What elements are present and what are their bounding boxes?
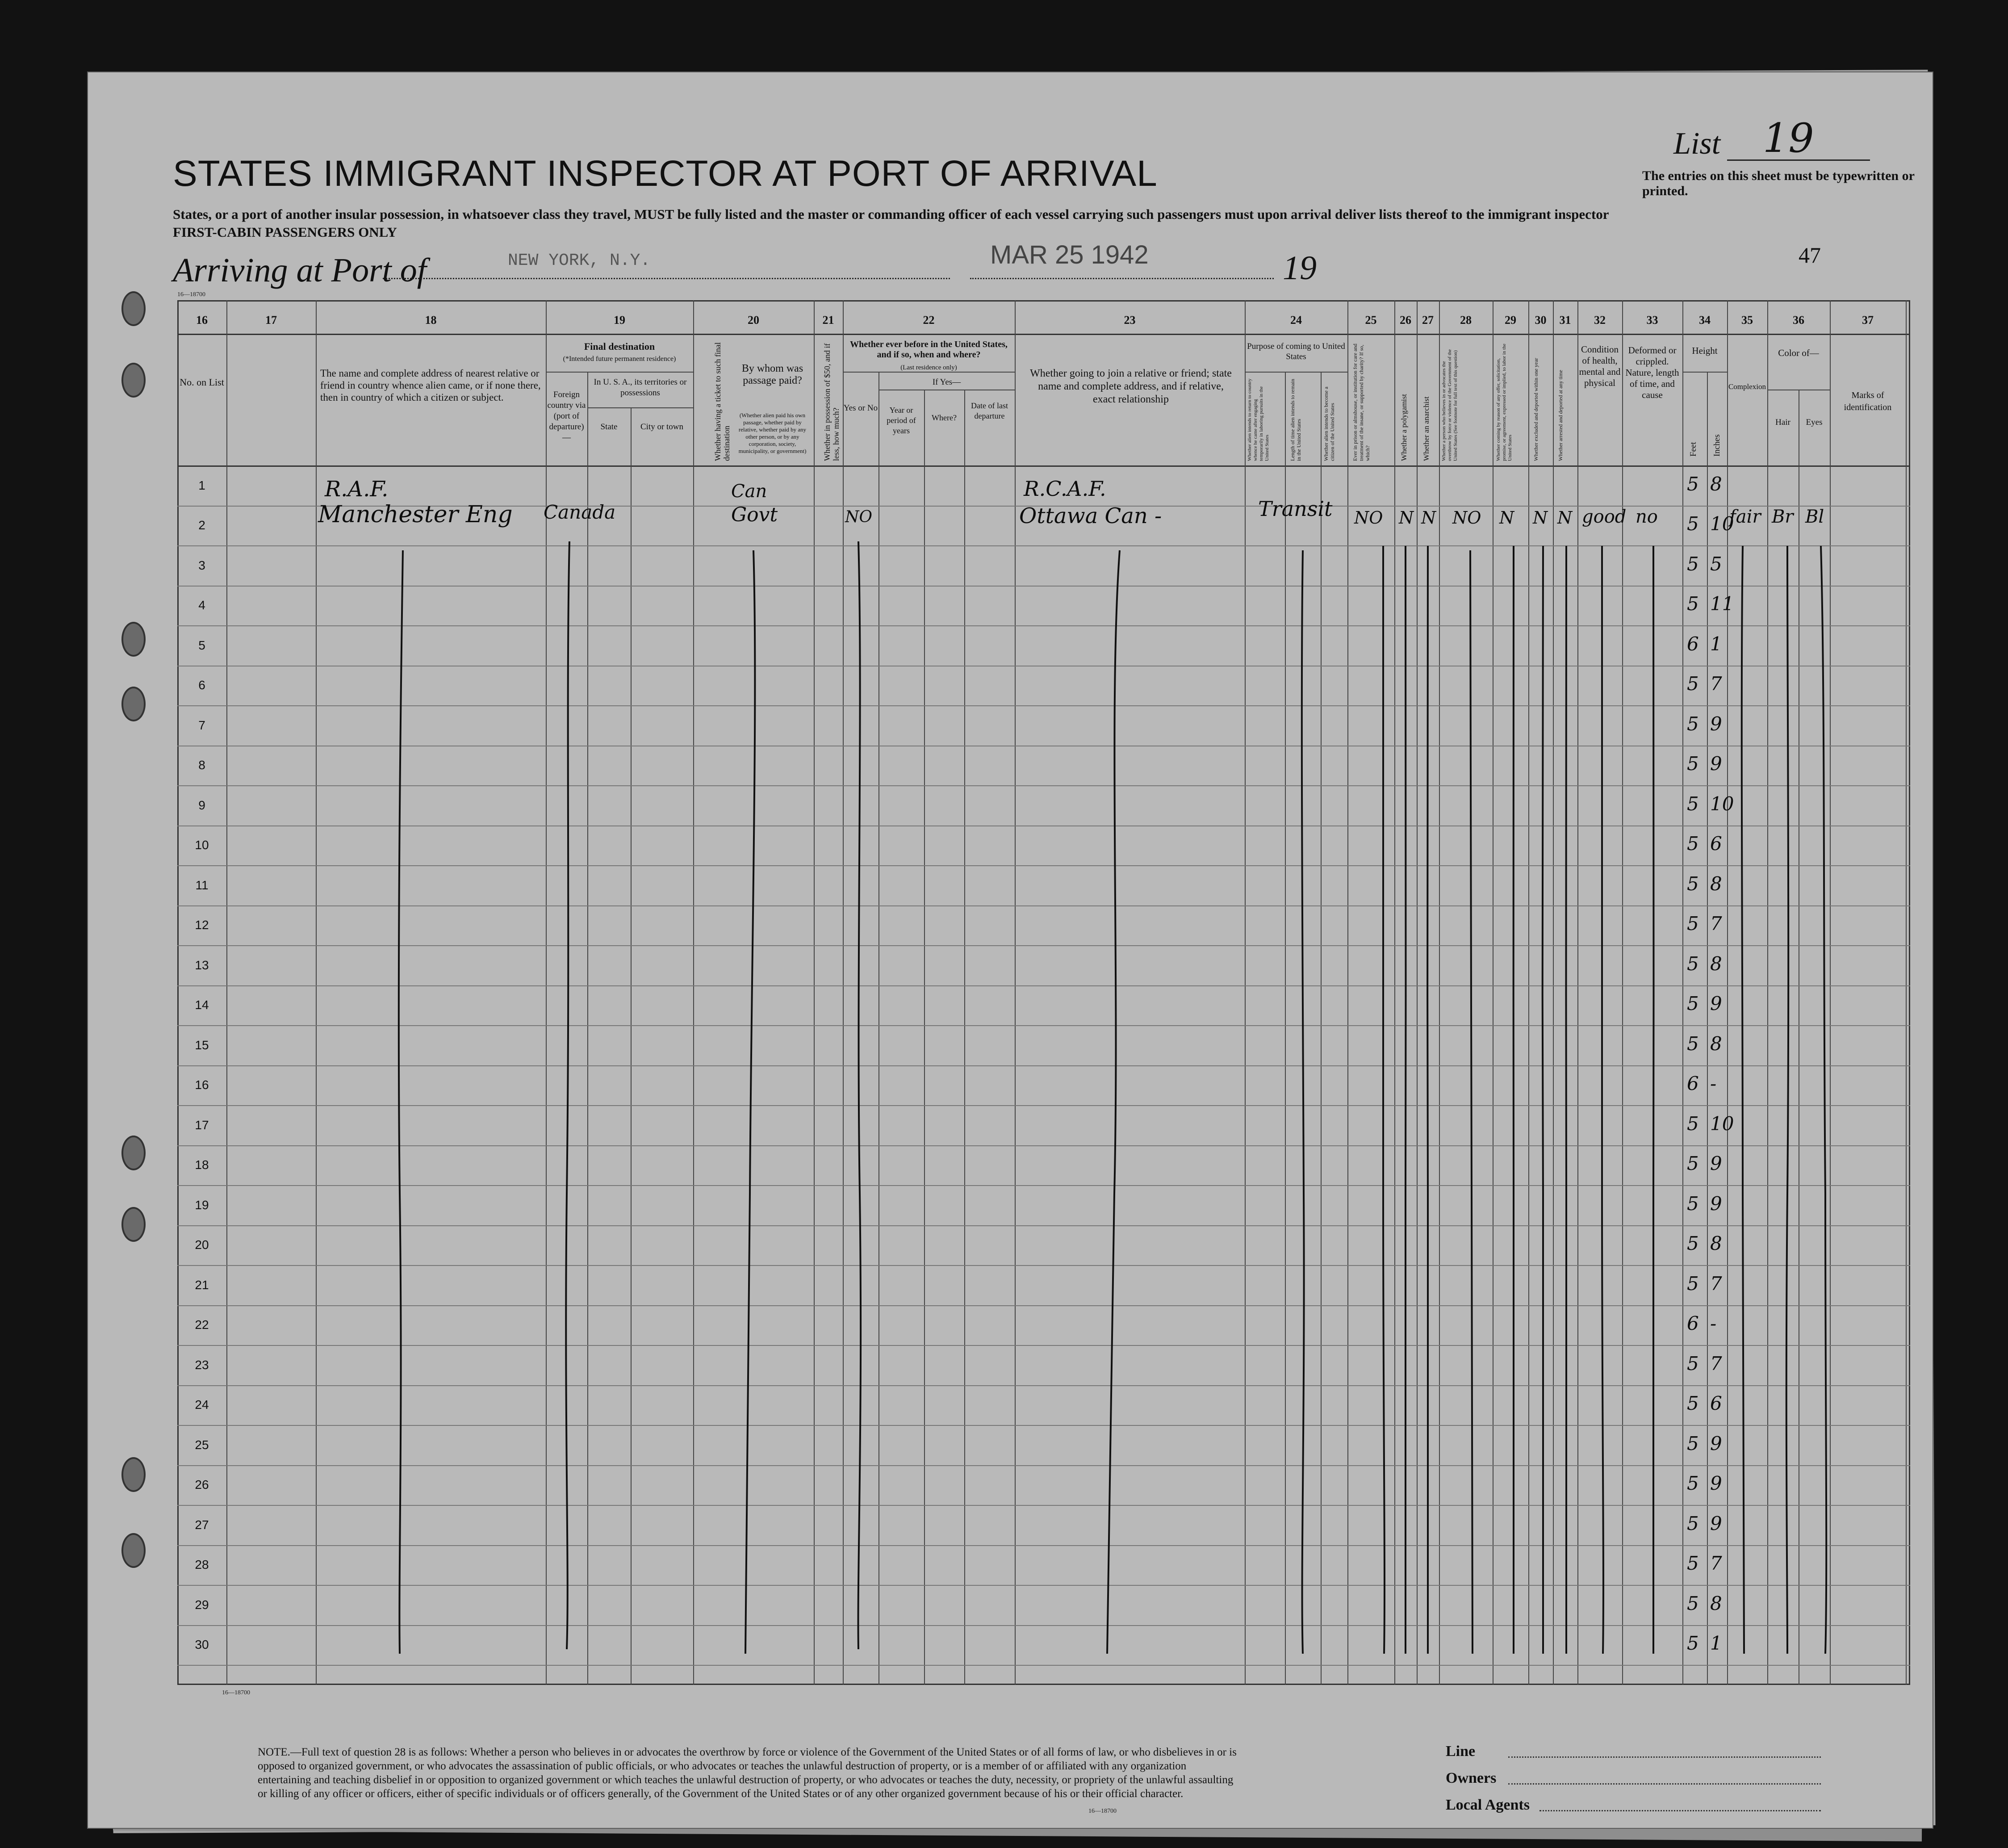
- column-number: 31: [1559, 314, 1571, 327]
- height-feet: 5: [1687, 952, 1699, 975]
- row-number: 2: [198, 518, 205, 532]
- row-number: 16: [195, 1078, 209, 1092]
- height-inches: 8: [1710, 1592, 1722, 1614]
- port-line: [383, 278, 950, 279]
- column-number: 30: [1535, 314, 1547, 327]
- line-underline: [1508, 1756, 1821, 1758]
- row-number: 12: [195, 918, 209, 932]
- hdr-no-on-list: No. on List: [180, 377, 224, 388]
- row-number: 29: [195, 1597, 209, 1612]
- row-number: 19: [195, 1198, 209, 1212]
- height-inches: 9: [1710, 1152, 1722, 1175]
- height-inches: 6: [1710, 1392, 1722, 1415]
- row-number: 30: [195, 1638, 209, 1652]
- list-label: List: [1673, 126, 1721, 161]
- binder-hole: [121, 1207, 146, 1242]
- height-inches: 9: [1710, 1432, 1722, 1454]
- hdr-last-departure: Date of last departure: [971, 401, 1008, 420]
- hdr-marks: Marks of identification: [1844, 390, 1892, 412]
- row-number: 10: [195, 838, 209, 852]
- column-number: 16: [196, 314, 208, 327]
- hdr-in-usa: In U. S. A., its territories or possessions: [594, 377, 687, 398]
- height-feet: 5: [1687, 872, 1699, 895]
- column-number: 26: [1400, 314, 1411, 327]
- hdr-where: Where?: [932, 413, 957, 422]
- height-inches: 7: [1710, 1352, 1722, 1374]
- port-stamp: NEW YORK, N.Y.: [508, 251, 651, 270]
- hdr-state: State: [600, 422, 618, 432]
- row1-relative-org: R.A.F.: [325, 477, 389, 502]
- column-number: 36: [1793, 314, 1804, 327]
- row-number: 13: [195, 958, 209, 972]
- row1-joining-address: Ottawa Can -: [1019, 503, 1162, 528]
- height-feet: 5: [1687, 1512, 1699, 1534]
- arriving-label: Arriving at Port of: [173, 251, 427, 289]
- binder-hole: [121, 1533, 146, 1568]
- height-feet: 6: [1687, 633, 1699, 655]
- height-inches: 11: [1710, 593, 1734, 615]
- height-feet: 5: [1687, 792, 1699, 815]
- column-number: 22: [923, 314, 935, 327]
- hdr-labor-offer: Whether coming by reason of any offer, solicitation, promise, or agreement, expressed or implied, to labor in the United States: [1496, 344, 1513, 461]
- row-number: 27: [195, 1517, 209, 1532]
- height-feet: 5: [1687, 993, 1699, 1015]
- ditto-marks: [177, 300, 1910, 1685]
- agents-label: Local Agents: [1446, 1797, 1530, 1813]
- height-inches: 8: [1710, 473, 1722, 495]
- row1-purpose: Transit: [1258, 497, 1333, 521]
- row-number: 1: [198, 478, 205, 492]
- row-number: 23: [195, 1358, 209, 1372]
- hdr-purpose-citizen: Whether alien intends to become a citizen of the United States: [1323, 386, 1335, 461]
- height-feet: 5: [1687, 1632, 1699, 1655]
- owners-field: [1446, 1770, 1496, 1787]
- height-inches: 9: [1710, 993, 1722, 1015]
- row1-overthrow: NO: [1452, 508, 1481, 528]
- hdr-color-of: Color of—: [1778, 348, 1819, 358]
- row-number: 25: [195, 1437, 209, 1452]
- height-inches: 9: [1710, 753, 1722, 775]
- year-prefix: 19: [1283, 249, 1317, 287]
- column-number: 35: [1741, 314, 1753, 327]
- height-feet: 5: [1687, 1592, 1699, 1614]
- manifest-sheet: [87, 71, 1933, 1829]
- hdr-feet: Feet: [1689, 442, 1698, 457]
- binder-hole: [121, 1457, 146, 1492]
- row-number: 24: [195, 1398, 209, 1412]
- hdr-ticket: Whether having a ticket to such final destination: [713, 342, 731, 461]
- passenger-class-text: FIRST-CABIN PASSENGERS ONLY: [173, 224, 397, 240]
- row-number: 5: [198, 638, 205, 652]
- height-inches: 10: [1710, 1112, 1734, 1135]
- row1-labor: N: [1499, 508, 1514, 528]
- height-feet: 5: [1687, 1392, 1699, 1415]
- column-number: 37: [1862, 314, 1874, 327]
- column-number: 27: [1422, 314, 1434, 327]
- form-code-bottom: 16—18700: [1088, 1808, 1117, 1814]
- height-inches: 9: [1710, 1472, 1722, 1495]
- row1-passage-paid-by: Can: [731, 481, 767, 502]
- height-inches: 8: [1710, 952, 1722, 975]
- row1-anarchist: N: [1421, 508, 1436, 528]
- hdr-complexion: Complexion: [1728, 382, 1766, 391]
- date-stamp: MAR 25 1942: [990, 240, 1149, 269]
- height-inches: 7: [1710, 913, 1722, 935]
- height-inches: 7: [1710, 1552, 1722, 1575]
- row-number: 26: [195, 1478, 209, 1492]
- hdr-before-note: (Last residence only): [900, 364, 957, 371]
- column-number: 28: [1460, 314, 1472, 327]
- hdr-hair: Hair: [1775, 418, 1790, 427]
- height-inches: -: [1710, 1312, 1717, 1335]
- hdr-passage-note: (Whether alien paid his own passage, whether paid by relative, whether paid by any other person, or by any corporation, society, municipality, or government): [738, 412, 807, 454]
- row-number: 9: [198, 798, 205, 812]
- height-inches: -: [1710, 1073, 1717, 1095]
- height-feet: 6: [1687, 1312, 1699, 1335]
- hdr-inches: Inches: [1712, 434, 1722, 457]
- height-feet: 5: [1687, 1472, 1699, 1495]
- height-inches: 10: [1710, 513, 1734, 535]
- hdr-foreign-country: Foreign country via (port of departure)—: [547, 390, 586, 442]
- manifest-table: [177, 300, 1910, 1685]
- hdr-deformed: Deformed or crippled. Nature, length of time, and cause: [1625, 345, 1679, 400]
- height-feet: 5: [1687, 712, 1699, 735]
- height-inches: 10: [1710, 792, 1734, 815]
- hdr-final-destination: Final destination: [584, 341, 655, 352]
- hdr-fifty-dollars: Whether in possession of $50, and if less, how much?: [823, 343, 841, 461]
- row-number: 17: [195, 1118, 209, 1132]
- height-inches: 5: [1710, 553, 1722, 575]
- hdr-purpose-length: Length of time alien intends to remain in the United States: [1289, 379, 1302, 461]
- row1-prison: NO: [1354, 508, 1383, 528]
- row1-passage-paid-govt: Govt: [731, 503, 778, 526]
- row-number: 11: [195, 878, 209, 892]
- hdr-before-in-us: Whether ever before in the United States, and if so, when and where?: [850, 339, 1008, 360]
- column-number: 17: [265, 314, 277, 327]
- height-feet: 5: [1687, 1192, 1699, 1215]
- hdr-year-period: Year or period of years: [887, 406, 916, 435]
- height-feet: 5: [1687, 473, 1699, 495]
- height-inches: 9: [1710, 1512, 1722, 1534]
- hdr-purpose: Purpose of coming to United States: [1247, 342, 1345, 361]
- hdr-health: Condition of health, mental and physical: [1579, 344, 1621, 388]
- height-feet: 6: [1687, 1073, 1699, 1095]
- row1-foreign-country: Canada: [544, 501, 616, 523]
- row-number: 14: [195, 998, 209, 1012]
- hdr-relative: The name and complete address of nearest relative or friend in country whence alien came, or if none there, then in country of which a citizen or subject.: [320, 368, 541, 403]
- row1-eyes: Bl: [1805, 507, 1824, 527]
- hdr-joining: Whether going to join a relative or friend; state name and complete address, and if relative, exact relationship: [1030, 368, 1232, 405]
- hdr-if-yes: If Yes—: [932, 377, 961, 387]
- height-feet: 5: [1687, 513, 1699, 535]
- height-inches: 9: [1710, 1192, 1722, 1215]
- column-number: 23: [1124, 314, 1136, 327]
- height-feet: 5: [1687, 913, 1699, 935]
- column-number: 18: [425, 314, 437, 327]
- form-code-mid: 16—18700: [222, 1689, 250, 1696]
- row1-health: good: [1582, 507, 1627, 527]
- height-feet: 5: [1687, 1432, 1699, 1454]
- binder-hole: [121, 291, 146, 326]
- row-number: 18: [195, 1158, 209, 1172]
- height-feet: 5: [1687, 1232, 1699, 1255]
- height-inches: 1: [1710, 633, 1722, 655]
- height-feet: 5: [1687, 1112, 1699, 1135]
- height-feet: 5: [1687, 553, 1699, 575]
- row1-complexion: fair: [1729, 507, 1761, 527]
- hdr-city: City or town: [640, 422, 684, 432]
- agents-field: [1446, 1797, 1530, 1814]
- row-number: 15: [195, 1038, 209, 1052]
- hdr-eyes: Eyes: [1806, 418, 1823, 427]
- column-number: 24: [1290, 314, 1302, 327]
- question-28-footnote: NOTE.—Full text of question 28 is as follows: Whether a person who believes in or advocates the overthrow by force or violence of the Government of the United States or of all forms of law, or who disbelieves in or is opposed to organized government, or who advocates the assassination of public officials, or who advocates or teaches the unlawful destruction of property, or is a member of or affiliated with any organization entertaining and teaching disbelief in or opposition to organized government or which teaches the unlawful destruction of property, or who advocates or teaches the duty, necessity, or propriety of the unlawful assaulting or killing of any officer or officers, either of specific individuals or of officers generally, of the Government of the United States or of any other organized government because of his or their official character.: [258, 1746, 1237, 1800]
- row-number: 6: [198, 678, 205, 692]
- owners-label: Owners: [1446, 1770, 1497, 1786]
- hdr-overthrow: Whether a person who believes in or advocates the overthrow by force or violence of the Government of the United States (See footnote for full text of this question): [1441, 349, 1458, 461]
- row-number: 22: [195, 1318, 209, 1332]
- row-number: 8: [198, 758, 205, 772]
- binder-hole: [121, 622, 146, 657]
- binder-hole: [121, 687, 146, 721]
- line-field: [1446, 1743, 1475, 1760]
- hdr-anarchist: Whether an anarchist: [1422, 396, 1431, 461]
- column-number: 29: [1505, 314, 1516, 327]
- binder-hole: [121, 1136, 146, 1170]
- height-feet: 5: [1687, 1352, 1699, 1374]
- typewritten-note: The entries on this sheet must be typewritten or printed.: [1642, 168, 1915, 198]
- height-feet: 5: [1687, 593, 1699, 615]
- column-number: 34: [1699, 314, 1711, 327]
- row1-excluded: N: [1533, 508, 1548, 528]
- row1-relative-address: Manchester Eng: [318, 501, 513, 528]
- height-feet: 5: [1687, 833, 1699, 855]
- page-title: STATES IMMIGRANT INSPECTOR AT PORT OF ARRIVAL: [173, 153, 1158, 194]
- row-number: 3: [198, 558, 205, 572]
- height-feet: 5: [1687, 673, 1699, 695]
- owners-underline: [1508, 1783, 1821, 1785]
- height-feet: 5: [1687, 753, 1699, 775]
- binder-hole: [121, 363, 146, 398]
- height-inches: 7: [1710, 1272, 1722, 1295]
- row1-arrested: N: [1557, 508, 1573, 528]
- agents-underline: [1539, 1810, 1821, 1811]
- date-line: [970, 278, 1274, 279]
- height-inches: 6: [1710, 833, 1722, 855]
- column-number: 33: [1646, 314, 1658, 327]
- row-number: 4: [198, 598, 205, 612]
- row1-hair: Br: [1772, 507, 1794, 527]
- hdr-purpose-return: Whether alien intends to return to country whence he came after engaging temporarily in laboring pursuits in the United States: [1247, 378, 1270, 461]
- hdr-polygamist: Whether a polygamist: [1400, 394, 1408, 461]
- column-number: 25: [1365, 314, 1377, 327]
- row-number: 20: [195, 1238, 209, 1252]
- row1-polygamist: N: [1399, 508, 1414, 528]
- row1-before-in-us: NO: [845, 508, 873, 526]
- height-feet: 5: [1687, 1152, 1699, 1175]
- hdr-prison: Ever in prison or almshouse, or institution for care and treatment of the insane, or supported by charity? If so, which?: [1352, 344, 1371, 461]
- height-inches: 7: [1710, 673, 1722, 695]
- hdr-height: Height: [1692, 345, 1718, 356]
- column-number: 19: [614, 314, 625, 327]
- line-label: Line: [1446, 1743, 1476, 1760]
- list-number: 19: [1763, 115, 1814, 162]
- column-number: 20: [748, 314, 759, 327]
- column-number: 32: [1594, 314, 1606, 327]
- hdr-passage-paid: By whom was passage paid?: [741, 363, 803, 386]
- height-inches: 1: [1710, 1632, 1722, 1655]
- height-inches: 8: [1710, 872, 1722, 895]
- row-number: 21: [195, 1278, 209, 1292]
- hdr-final-destination-note: (*Intended future permanent residence): [563, 355, 676, 363]
- height-feet: 5: [1687, 1552, 1699, 1575]
- height-inches: 8: [1710, 1232, 1722, 1255]
- height-inches: 8: [1710, 1032, 1722, 1055]
- height-inches: 9: [1710, 712, 1722, 735]
- hdr-yes-no: Yes or No: [843, 403, 878, 413]
- row-number: 28: [195, 1558, 209, 1572]
- form-code-top: 16—18700: [177, 291, 205, 298]
- hdr-arrested: Whether arrested and deported at any time: [1557, 370, 1564, 461]
- hdr-excluded: Whether excluded and deported within one year: [1533, 358, 1539, 461]
- row1-deformed: no: [1636, 507, 1658, 527]
- row1-joining-org: R.C.A.F.: [1024, 477, 1106, 501]
- height-feet: 5: [1687, 1032, 1699, 1055]
- instructions-text: States, or a port of another insular possession, in whatsoever class they travel, MUST be fully listed and the master or commanding officer of each vessel carrying such passengers must upon arrival deliver lists thereof to the immigrant inspector: [173, 206, 1609, 222]
- sheet-number: 47: [1799, 243, 1821, 268]
- column-number: 21: [822, 314, 834, 327]
- height-feet: 5: [1687, 1272, 1699, 1295]
- row-number: 7: [198, 718, 205, 732]
